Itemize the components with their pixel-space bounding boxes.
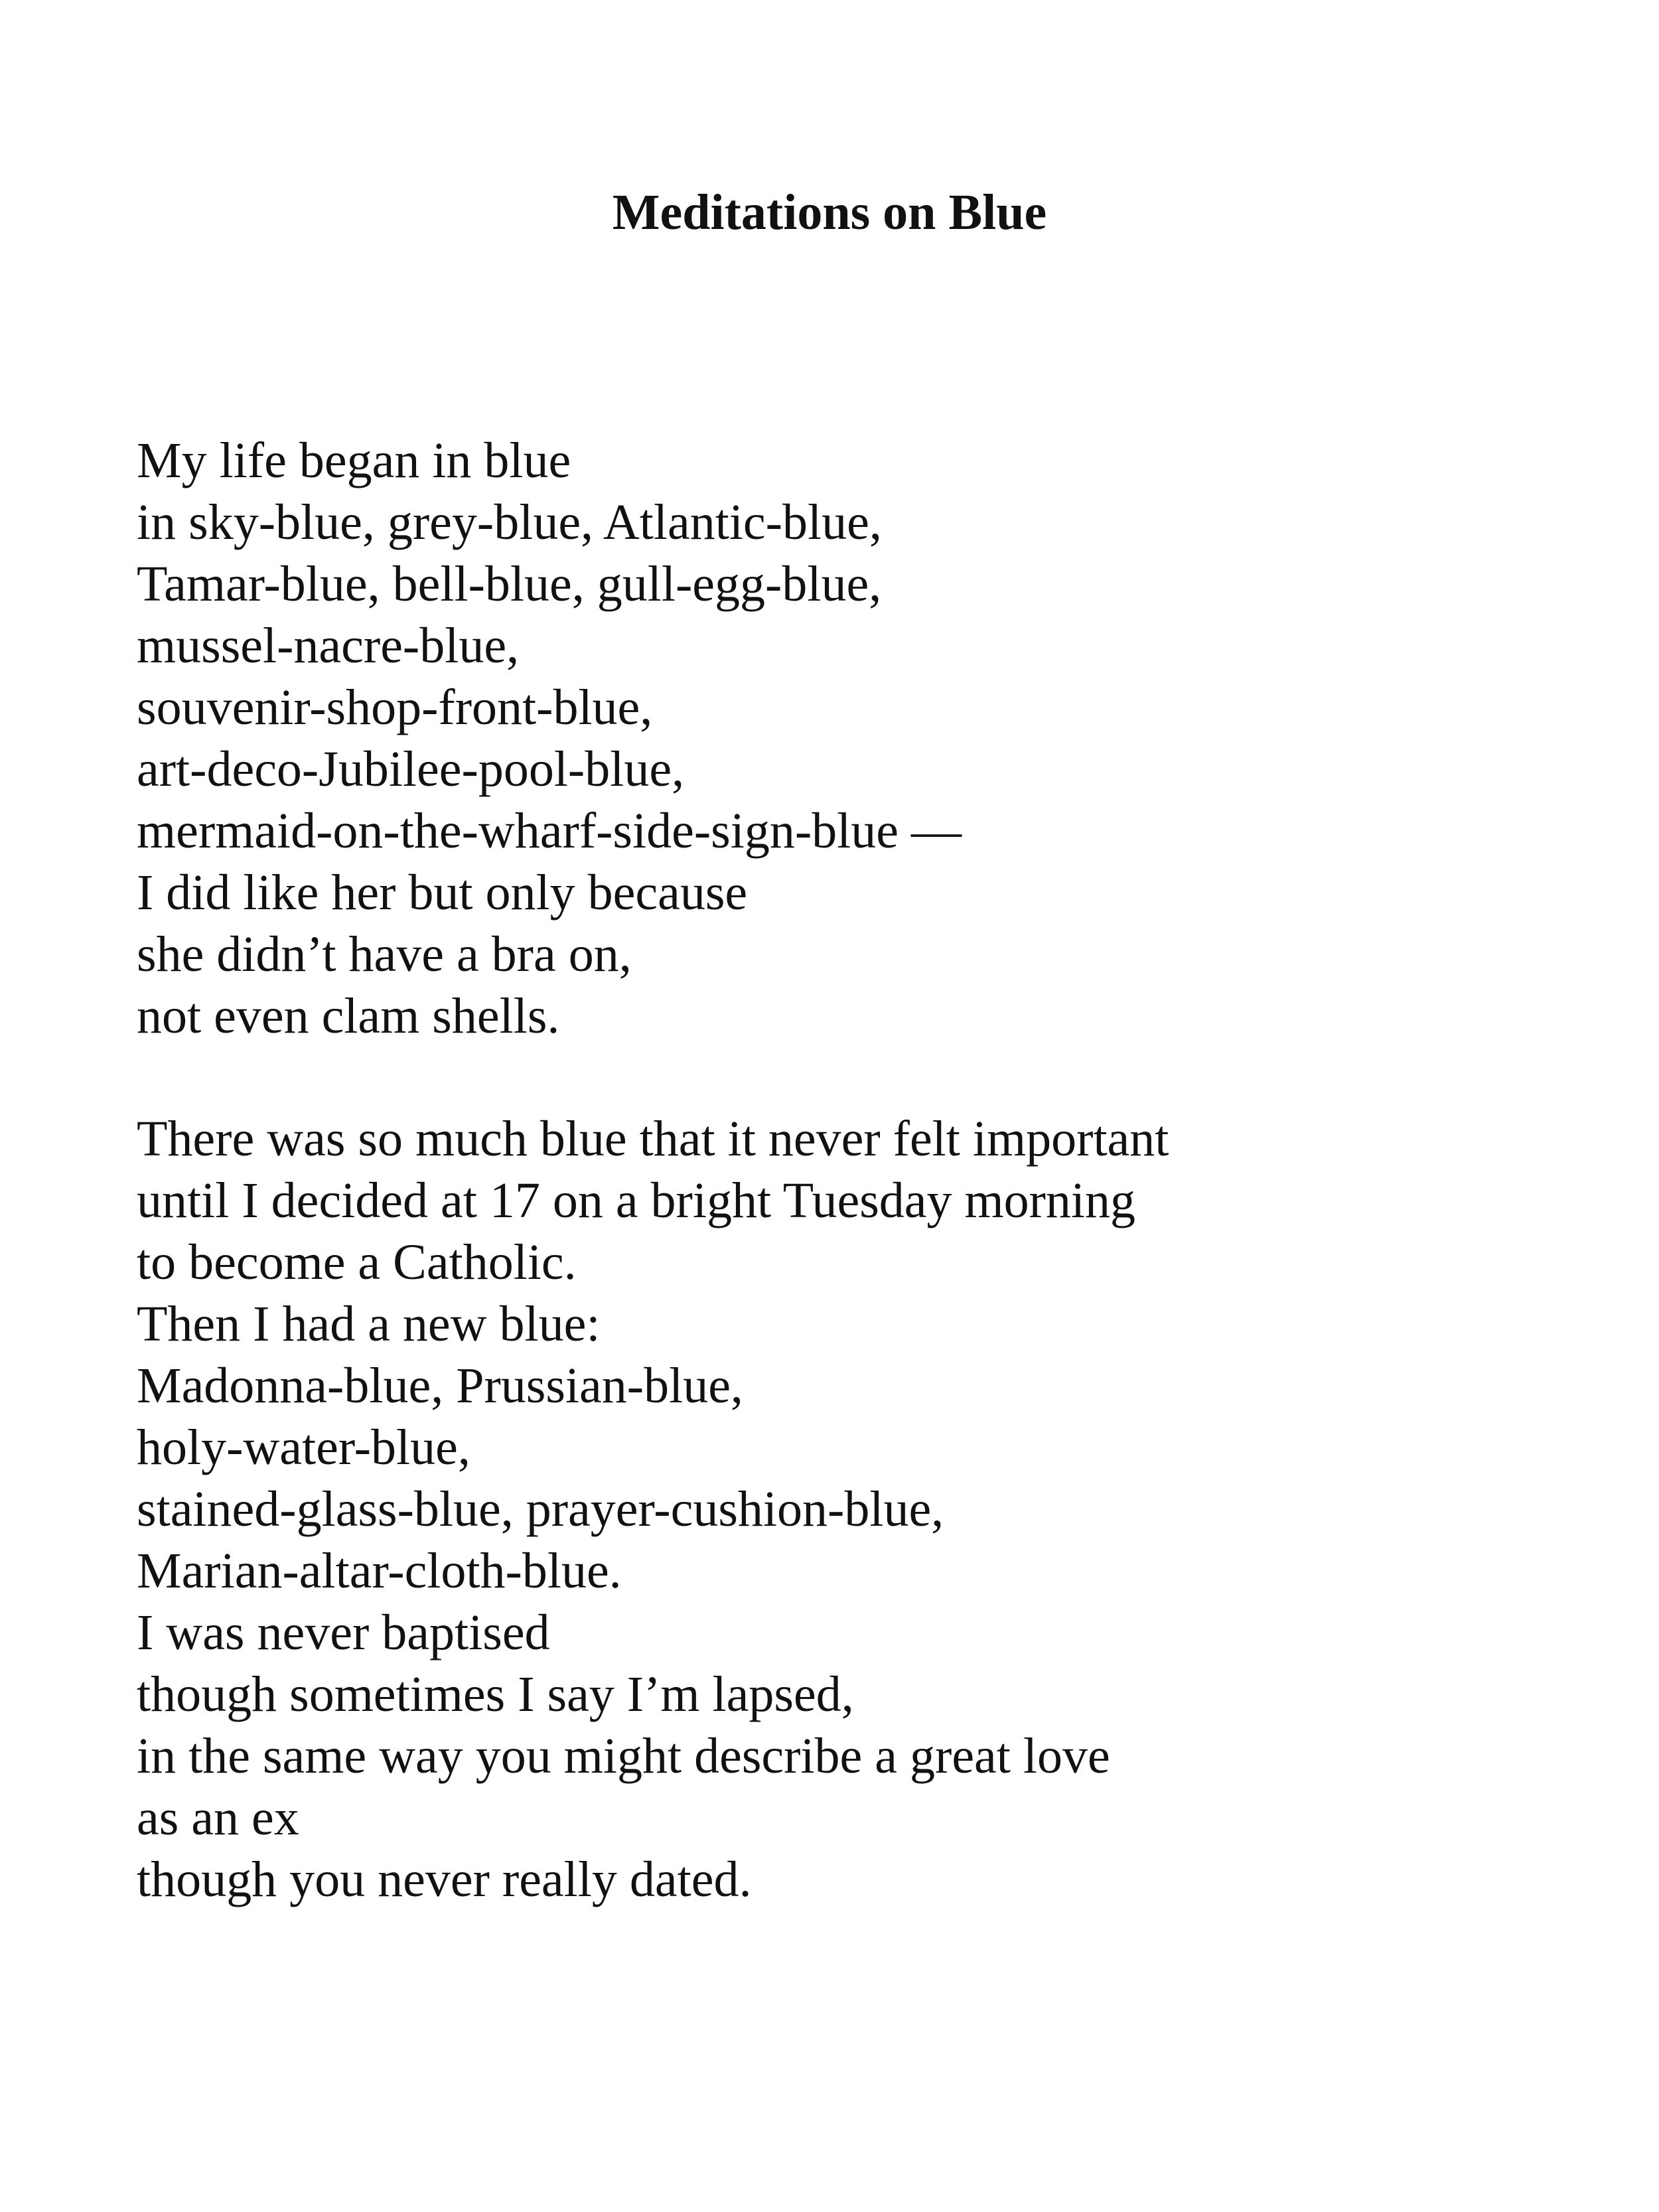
poem-line: I was never baptised	[137, 1605, 550, 1660]
stanza-1	[137, 430, 1530, 1047]
poem-line: holy-water-blue,	[137, 1420, 470, 1475]
poem-line: There was so much blue that it never felt important	[137, 1111, 1169, 1167]
poem-line: not even clam shells.	[137, 988, 560, 1044]
poem-line: she didn’t have a bra on,	[137, 926, 632, 982]
poem-title: Meditations on Blue	[612, 184, 1047, 240]
poem-line: My life began in blue	[137, 433, 571, 488]
poem-line: to become a Catholic.	[137, 1234, 577, 1290]
poem-line: mussel-nacre-blue,	[137, 618, 520, 674]
poem-line: though you never really dated.	[137, 1852, 752, 1907]
poem-line: Marian-altar-cloth-blue.	[137, 1543, 622, 1599]
poem-line: art-deco-Jubilee-pool-blue,	[137, 741, 685, 797]
poem-line: souvenir-shop-front-blue,	[137, 680, 653, 735]
poem-line: in sky-blue, grey-blue, Atlantic-blue,	[137, 494, 882, 550]
poem-line: mermaid-on-the-wharf-side-sign-blue —	[137, 803, 962, 859]
stanza-2	[137, 1108, 1530, 1911]
poem-line: Then I had a new blue:	[137, 1296, 601, 1352]
poem-line: as an ex	[137, 1790, 299, 1846]
poem-line: stained-glass-blue, prayer-cushion-blue,	[137, 1481, 944, 1537]
poem-line: in the same way you might describe a great love	[137, 1728, 1110, 1784]
poem-line: I did like her but only because	[137, 865, 748, 921]
poem-line: until I decided at 17 on a bright Tuesday morning	[137, 1173, 1136, 1228]
poem-line: Madonna-blue, Prussian-blue,	[137, 1358, 743, 1414]
poem-line: Tamar-blue, bell-blue, gull-egg-blue,	[137, 556, 882, 612]
poem-line: though sometimes I say I’m lapsed,	[137, 1666, 854, 1722]
